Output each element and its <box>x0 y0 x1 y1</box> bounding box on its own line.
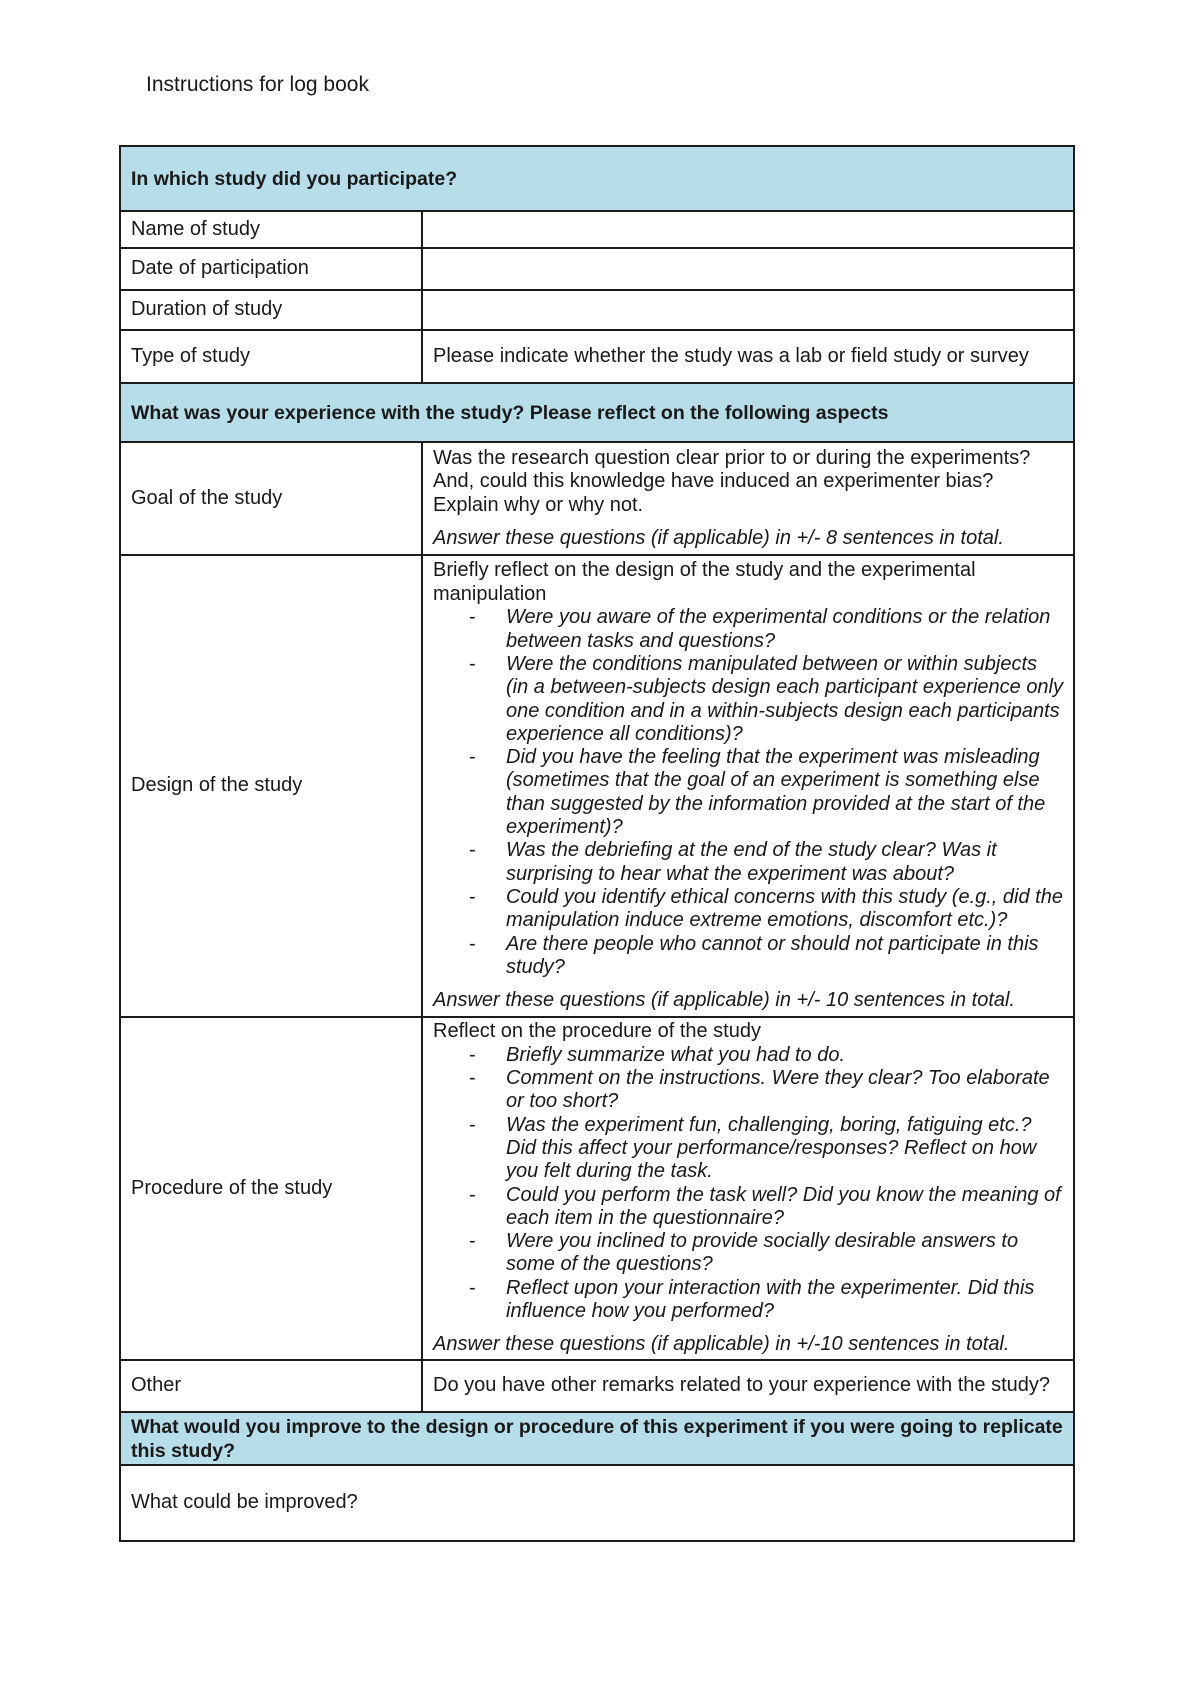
table-row <box>120 442 1074 555</box>
table-row <box>120 1465 1074 1541</box>
procedure-of-study-cell <box>422 1017 1074 1360</box>
section-header-participation: In which study did you participate? <box>120 146 1074 211</box>
log-book-table <box>119 145 1075 1542</box>
goal-of-study-cell <box>422 442 1074 555</box>
improvement-prompt[interactable]: What could be improved? <box>120 1465 1074 1541</box>
row-label-design-of-study: Design of the study <box>120 555 422 1017</box>
type-of-study-hint: Please indicate whether the study was a lab or field study or survey <box>422 330 1074 383</box>
procedure-question-list <box>433 1044 1063 1324</box>
table-row <box>120 248 1074 290</box>
list-item: - Reflect upon your interaction with the experimenter. Did this influence how you performed? <box>506 1277 1063 1324</box>
name-of-study-field[interactable] <box>422 211 1074 248</box>
list-item: - Was the experiment fun, challenging, boring, fatiguing etc.? Did this affect your performance/responses? Reflect on how you felt during the task. <box>506 1114 1063 1184</box>
duration-of-study-field[interactable] <box>422 290 1074 330</box>
table-row <box>120 555 1074 1017</box>
row-label-name-of-study: Name of study <box>120 211 422 248</box>
design-question-list <box>433 606 1063 979</box>
section-header-row <box>120 1412 1074 1465</box>
row-label-procedure-of-study: Procedure of the study <box>120 1017 422 1360</box>
goal-sentence-note: Answer these questions (if applicable) in +/- 8 sentences in total. <box>433 527 1004 549</box>
procedure-intro-text: Reflect on the procedure of the study <box>433 1020 761 1043</box>
section-header-row <box>120 146 1074 211</box>
list-item: - Briefly summarize what you had to do. <box>506 1044 1063 1067</box>
other-remarks-hint: Do you have other remarks related to your experience with the study? <box>422 1360 1074 1412</box>
row-label-type-of-study: Type of study <box>120 330 422 383</box>
section-header-experience: What was your experience with the study? Please reflect on the following aspects <box>120 383 1074 442</box>
row-label-duration-of-study: Duration of study <box>120 290 422 330</box>
table-row <box>120 1017 1074 1360</box>
table-row <box>120 1360 1074 1412</box>
row-label-date-of-participation: Date of participation <box>120 248 422 290</box>
procedure-sentence-note: Answer these questions (if applicable) in +/-10 sentences in total. <box>433 1333 1010 1356</box>
list-item: - Were you aware of the experimental conditions or the relation between tasks and questions? <box>506 606 1063 653</box>
list-item: - Could you perform the task well? Did you know the meaning of each item in the questionnaire? <box>506 1184 1063 1231</box>
design-of-study-cell <box>422 555 1074 1017</box>
list-item: - Are there people who cannot or should not participate in this study? <box>506 933 1063 980</box>
list-item: - Could you identify ethical concerns with this study (e.g., did the manipulation induce extreme emotions, discomfort etc.)? <box>506 886 1063 933</box>
table-row <box>120 330 1074 383</box>
section-header-row <box>120 383 1074 442</box>
section-header-improvement: What would you improve to the design or procedure of this experiment if you were going to replicate this study? <box>120 1412 1074 1465</box>
list-item: - Was the debriefing at the end of the study clear? Was it surprising to hear what the experiment was about? <box>506 839 1063 886</box>
list-item: - Did you have the feeling that the experiment was misleading (sometimes that the goal of an experiment is something else than suggested by the information provided at the start of the experiment)? <box>506 746 1063 839</box>
list-item: - Were the conditions manipulated between or within subjects (in a between-subjects design each participant experience only one condition and in a within-subjects design each participants experience all conditions)? <box>506 653 1063 746</box>
row-label-other: Other <box>120 1360 422 1412</box>
design-intro-text: Briefly reflect on the design of the study and the experimental manipulation <box>433 559 976 605</box>
table-row <box>120 290 1074 330</box>
list-item: - Were you inclined to provide socially desirable answers to some of the questions? <box>506 1230 1063 1277</box>
row-label-goal-of-study: Goal of the study <box>120 442 422 555</box>
page-title: Instructions for log book <box>146 73 369 96</box>
date-of-participation-field[interactable] <box>422 248 1074 290</box>
design-sentence-note: Answer these questions (if applicable) in +/- 10 sentences in total. <box>433 989 1015 1012</box>
list-item: - Comment on the instructions. Were they clear? Too elaborate or too short? <box>506 1067 1063 1114</box>
goal-intro-text: Was the research question clear prior to or during the experiments? And, could this knowledge have induced an experimenter bias? Explain why or why not. <box>433 446 1031 516</box>
table-row <box>120 211 1074 248</box>
